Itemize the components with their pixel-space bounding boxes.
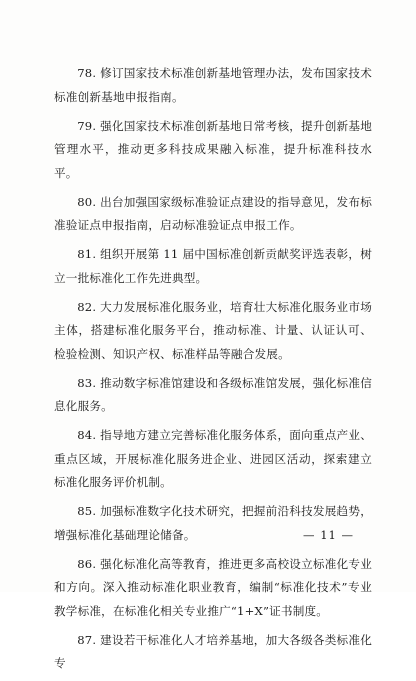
paragraph-item-82: 82. 大力发展标准化服务业，培育壮大标准化服务业市场主体，搭建标准化服务平台，推动标准、计量、认证认可、检验检测、知识产权、标准样品等融合发展。 — [54, 299, 372, 361]
page-number: — 11 — — [303, 528, 354, 542]
paragraph-item-78: 78. 修订国家技术标准创新基地管理办法，发布国家技术标准创新基地申报指南。 — [54, 66, 372, 104]
paragraph-item-83: 83. 推动数字标准馆建设和各级标准馆发展，强化标准信息化服务。 — [54, 375, 372, 413]
paragraph-item-80: 80. 出台加强国家级标准验证点建设的指导意见，发布标准验证点申报指南，启动标准验证点申报工作。 — [54, 194, 372, 232]
paragraph-list — [54, 62, 372, 681]
paragraph-item-79: 79. 强化国家技术标准创新基地日常考核，提升创新基地管理水平，推动更多科技成果融入标准，提升标准科技水平。 — [54, 118, 372, 180]
paragraph-item-87: 87. 建设若干标准化人才培养基地，加大各级各类标准化专 — [54, 632, 372, 670]
paragraph-item-81: 81. 组织开展第 11 届中国标准创新贡献奖评选表彰，树立一批标准化工作先进典型。 — [54, 247, 372, 285]
paragraph-item-84: 84. 指导地方建立完善标准化服务体系，面向重点产业、重点区域，开展标准化服务进企业、进园区活动，探索建立标准化服务评价机制。 — [54, 428, 372, 489]
paragraph-item-85: 85. 加强标准数字化技术研究，把握前沿科技发展趋势，增强标准化基础理论储备。 — [54, 504, 372, 542]
page-footer — [0, 528, 416, 542]
paragraph-item-86: 86. 强化标准化高等教育，推进更多高校设立标准化专业和方向。深入推动标准化职业教育，编制“标准化技术”专业教学标准，在标准化相关专业推广“1+X”证书制度。 — [54, 556, 372, 618]
